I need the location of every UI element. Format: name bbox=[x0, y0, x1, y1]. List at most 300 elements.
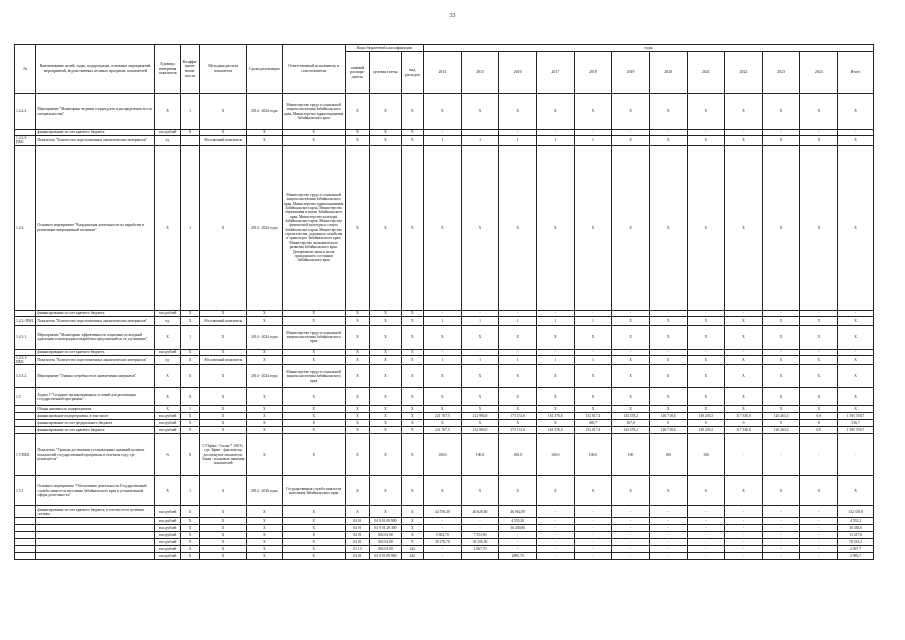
row-value-2022: - bbox=[725, 553, 763, 560]
row-value-2020: 146 718,6 bbox=[649, 413, 687, 420]
row-code-main: 04 01 bbox=[345, 539, 369, 546]
row-method: Абсолютный показатель bbox=[200, 316, 247, 325]
row-value-2018: X bbox=[574, 325, 612, 349]
row-value-2014: 39 276,70 bbox=[424, 539, 462, 546]
header-year: 2018 bbox=[574, 52, 612, 94]
row-value-2019: X bbox=[612, 136, 650, 146]
table-row bbox=[15, 388, 874, 406]
table-row bbox=[15, 355, 874, 365]
row-value-2022: - bbox=[725, 349, 763, 355]
header-code-expense: вид расходов bbox=[401, 52, 423, 94]
row-method: X bbox=[200, 525, 247, 532]
header-name: Наименование целей, задач, подпрограмм, основных мероприятий, мероприятий, ведомственных целевых программ, показателей bbox=[36, 45, 155, 94]
row-value-2018: X bbox=[574, 365, 612, 388]
row-coef: X bbox=[180, 310, 199, 316]
row-unit: тыс.рублей bbox=[155, 546, 180, 553]
row-value-2023: X bbox=[762, 325, 800, 349]
row-value-2015: 1 bbox=[461, 355, 499, 365]
row-code-target: X bbox=[370, 506, 402, 518]
row-code-target: 04 9 01 09 900 bbox=[370, 518, 402, 525]
row-responsible: Министерство труда и социальной защиты населения Забайкальского края bbox=[282, 325, 345, 349]
row-value-2020: - bbox=[649, 525, 687, 532]
row-name bbox=[36, 525, 155, 532]
row-value-2024: X bbox=[800, 355, 838, 365]
row-value-2015: X bbox=[461, 388, 499, 406]
row-code-main: X bbox=[345, 413, 369, 420]
row-code-main: X bbox=[345, 388, 369, 406]
row-value-2015: 212 994,9 bbox=[461, 427, 499, 434]
row-value-2016: X bbox=[499, 388, 537, 406]
row-name: Показатель "Уровень достижения установленных значений целевых показателей государственной программы в отчетном году, где реализуется" bbox=[36, 434, 155, 476]
row-value-2017: - bbox=[536, 553, 574, 560]
row-code-target: X bbox=[370, 476, 402, 506]
row-value-2017: - bbox=[536, 532, 574, 539]
row-num bbox=[15, 427, 36, 434]
table-row bbox=[15, 420, 874, 427]
row-value-2018: 1 bbox=[574, 355, 612, 365]
row-value-2015: - bbox=[461, 130, 499, 136]
row-terms: X bbox=[247, 525, 283, 532]
row-value-2024: X bbox=[800, 388, 838, 406]
row-method: X bbox=[200, 476, 247, 506]
row-value-2020: - bbox=[649, 310, 687, 316]
row-num: 1.5.1 bbox=[15, 476, 36, 506]
row-value-2023: - bbox=[762, 506, 800, 518]
row-coef: 1 bbox=[180, 145, 199, 310]
row-value-2014: X bbox=[424, 145, 462, 310]
row-code-target: 092 03 00 bbox=[370, 546, 402, 553]
row-value-2024: 0,0 bbox=[800, 413, 838, 420]
row-code-expense: X bbox=[401, 130, 423, 136]
row-code-target: X bbox=[370, 316, 402, 325]
row-num bbox=[15, 553, 36, 560]
row-value-2023: - bbox=[762, 349, 800, 355]
row-value-2020: 146 718,6 bbox=[649, 427, 687, 434]
row-value-2024: - bbox=[800, 310, 838, 316]
row-value-2024: X bbox=[800, 476, 838, 506]
row-responsible: X bbox=[282, 130, 345, 136]
row-value-2021: X bbox=[687, 355, 725, 365]
row-coef: X bbox=[180, 420, 199, 427]
row-value-2018: - bbox=[574, 546, 612, 553]
row-value-2019: - bbox=[612, 525, 650, 532]
row-unit: X bbox=[155, 476, 180, 506]
row-value-2014: 5 863,70 bbox=[424, 532, 462, 539]
row-value-2014: - bbox=[424, 518, 462, 525]
row-code-target: 002 04 00 bbox=[370, 532, 402, 539]
row-terms: X bbox=[247, 553, 283, 560]
row-value-total: 132 339,0 bbox=[838, 506, 874, 518]
row-value-2019: X bbox=[612, 94, 650, 130]
row-value-2014: 1 bbox=[424, 136, 462, 146]
row-value-2023: - bbox=[762, 532, 800, 539]
row-code-target: X bbox=[370, 413, 402, 420]
row-value-2019: X bbox=[612, 316, 650, 325]
header-unit: Единица измерения показателя bbox=[155, 45, 180, 94]
row-coef: X bbox=[180, 427, 199, 434]
row-name: Мероприятие "Мониторинг ведения соцпродукта и распределения его по специальностям" bbox=[36, 94, 155, 130]
row-coef: 1 bbox=[180, 476, 199, 506]
row-value-2023: 120 263,3 bbox=[762, 427, 800, 434]
row-name: Показатель "Количество подготовленных аналитических материалов" bbox=[36, 316, 155, 325]
row-code-target: X bbox=[370, 94, 402, 130]
row-num: 1.4.3.2. bbox=[15, 365, 36, 388]
row-value-2020: - bbox=[649, 546, 687, 553]
row-name: Мероприятие "Мониторинг эффективности социально-культурной адаптации и интеграции и выработка предложений по ее улучшению" bbox=[36, 325, 155, 349]
row-value-2015: X bbox=[461, 420, 499, 427]
row-value-2016: X bbox=[499, 476, 537, 506]
row-responsible: X bbox=[282, 506, 345, 518]
row-value-2021: - bbox=[687, 539, 725, 546]
row-terms: X bbox=[247, 434, 283, 476]
row-value-2017: 100,0 bbox=[536, 434, 574, 476]
row-value-2020: - bbox=[649, 506, 687, 518]
table-row bbox=[15, 518, 874, 525]
header-year: 2022 bbox=[725, 52, 763, 94]
row-value-2023: X bbox=[762, 136, 800, 146]
row-code-target: X bbox=[370, 355, 402, 365]
row-coef: X bbox=[180, 546, 199, 553]
row-code-main: X bbox=[345, 310, 369, 316]
row-code-main: X bbox=[345, 355, 369, 365]
row-terms: X bbox=[247, 310, 283, 316]
row-value-2024: - bbox=[800, 506, 838, 518]
header-year: 2021 bbox=[687, 52, 725, 94]
row-code-expense: X bbox=[401, 365, 423, 388]
row-value-2018: X bbox=[574, 476, 612, 506]
header-year: 2020 bbox=[649, 52, 687, 94]
row-value-2016: - bbox=[499, 546, 537, 553]
row-value-2019: - bbox=[612, 506, 650, 518]
row-value-2018: 152 017,4 bbox=[574, 427, 612, 434]
row-value-2024: X bbox=[800, 365, 838, 388]
row-code-main: 04 01 bbox=[345, 532, 369, 539]
row-value-2018: X bbox=[574, 406, 612, 413]
row-value-2024: - bbox=[800, 518, 838, 525]
row-value-2015: - bbox=[461, 349, 499, 355]
table-row bbox=[15, 406, 874, 413]
row-code-main: 01 13 bbox=[345, 546, 369, 553]
row-coef: X bbox=[180, 553, 199, 560]
row-name bbox=[36, 539, 155, 546]
table-row bbox=[15, 539, 874, 546]
row-code-main: 04 01 bbox=[345, 518, 369, 525]
row-value-2018: - bbox=[574, 553, 612, 560]
row-value-2021: - bbox=[687, 349, 725, 355]
row-method: X bbox=[200, 349, 247, 355]
row-value-2018: - bbox=[574, 506, 612, 518]
row-value-2019: X bbox=[612, 325, 650, 349]
table-row bbox=[15, 476, 874, 506]
row-value-2019: - bbox=[612, 310, 650, 316]
row-method: X bbox=[200, 325, 247, 349]
row-value-2017: - bbox=[536, 518, 574, 525]
row-code-main: X bbox=[345, 325, 369, 349]
row-responsible: X bbox=[282, 553, 345, 560]
row-name: финансирование подпрограммы, в том числе: bbox=[36, 413, 155, 420]
row-value-2014: - bbox=[424, 546, 462, 553]
row-value-total: X bbox=[838, 355, 874, 365]
row-value-2017: 161 376,6 bbox=[536, 413, 574, 420]
row-value-2019: 100 bbox=[612, 434, 650, 476]
row-value-2020: - bbox=[649, 349, 687, 355]
row-value-2021: 149 203,5 bbox=[687, 413, 725, 420]
row-num: 1.4.2.3. bbox=[15, 94, 36, 130]
row-code-expense: X bbox=[401, 349, 423, 355]
row-value-2022: X bbox=[725, 145, 763, 310]
row-value-2016: 100,0 bbox=[499, 434, 537, 476]
row-value-2020: - bbox=[649, 130, 687, 136]
row-code-main: X bbox=[345, 145, 369, 310]
row-method: СУЗфакт / Сплан * 100 %, где: Зфакт - фактически достигнутые показатели; Зплан - плановые значения показателей bbox=[200, 434, 247, 476]
row-num bbox=[15, 525, 36, 532]
row-value-2014: - bbox=[424, 525, 462, 532]
row-responsible: X bbox=[282, 427, 345, 434]
row-value-2023: X bbox=[762, 406, 800, 413]
row-code-main: X bbox=[345, 316, 369, 325]
row-value-2015: - bbox=[461, 518, 499, 525]
row-code-target: 04 9 01 09 900 bbox=[370, 553, 402, 560]
row-value-2016: X bbox=[499, 420, 537, 427]
row-value-2014: - bbox=[424, 553, 462, 560]
row-value-2014: X bbox=[424, 388, 462, 406]
row-value-2017: X bbox=[536, 406, 574, 413]
row-code-expense: X bbox=[401, 316, 423, 325]
row-value-2017: - bbox=[536, 546, 574, 553]
row-responsible: X bbox=[282, 518, 345, 525]
row-value-2018: 1 bbox=[574, 316, 612, 325]
row-unit: тыс.рублей bbox=[155, 349, 180, 355]
row-value-2017: X bbox=[536, 388, 574, 406]
row-value-2022: - bbox=[725, 506, 763, 518]
row-terms: X bbox=[247, 518, 283, 525]
row-terms: X bbox=[247, 349, 283, 355]
row-value-2018: 152 017,4 bbox=[574, 413, 612, 420]
row-value-2021: - bbox=[687, 310, 725, 316]
row-value-2020: X bbox=[649, 355, 687, 365]
row-value-2021: X bbox=[687, 316, 725, 325]
row-value-2017: X bbox=[536, 365, 574, 388]
table-row bbox=[15, 325, 874, 349]
row-code-main: X bbox=[345, 130, 369, 136]
row-value-2023: 120 263,3 bbox=[762, 413, 800, 420]
row-responsible: X bbox=[282, 355, 345, 365]
row-value-2015: 40 620,60 bbox=[461, 506, 499, 518]
row-value-2021: X bbox=[687, 365, 725, 388]
row-method: Абсолютный показатель bbox=[200, 136, 247, 146]
row-value-2021: X bbox=[687, 406, 725, 413]
row-method: X bbox=[200, 130, 247, 136]
row-value-2022: X bbox=[725, 365, 763, 388]
row-terms: X bbox=[247, 420, 283, 427]
row-value-2023: X bbox=[762, 316, 800, 325]
row-value-2014: 221 767,5 bbox=[424, 413, 462, 420]
row-num bbox=[15, 546, 36, 553]
row-value-2021: - bbox=[687, 130, 725, 136]
row-terms: 2014 - 2024 годы bbox=[247, 325, 283, 349]
row-value-2018: - bbox=[574, 518, 612, 525]
row-value-2019: 143 378,2 bbox=[612, 413, 650, 420]
row-code-target: X bbox=[370, 427, 402, 434]
row-value-total: 2 985,7 bbox=[838, 553, 874, 560]
row-terms: X bbox=[247, 355, 283, 365]
row-value-2014: 1 bbox=[424, 316, 462, 325]
row-value-total: 536,7 bbox=[838, 420, 874, 427]
row-value-2015: X bbox=[461, 476, 499, 506]
row-value-total: 1 595 550,7 bbox=[838, 413, 874, 420]
row-value-2021: - bbox=[687, 518, 725, 525]
row-value-2016: X bbox=[499, 145, 537, 310]
row-responsible: Министерство труда и социальной защиты населения Забайкальского края, Министерство здравоохранения Забайкальского края, Министерство образования и науки Забайкальского края, Министерство культуры Забайкальского края, Министерство физической культуры и спорта Забайкальского края, Министерство строительства, дорожного хозяйства и транспорта Забайкальского края, Министерство экономического развития Забайкальского края, Департамент записи актов гражданского состояния Забайкальского края bbox=[282, 145, 345, 310]
row-code-main: X bbox=[345, 506, 369, 518]
row-unit: тыс.рублей bbox=[155, 506, 180, 518]
row-value-total: 2 067,7 bbox=[838, 546, 874, 553]
row-coef: 1 bbox=[180, 94, 199, 130]
row-responsible: X bbox=[282, 316, 345, 325]
row-unit: X bbox=[155, 388, 180, 406]
row-value-2014: X bbox=[424, 94, 462, 130]
row-num: 1.5-ПМ1 bbox=[15, 434, 36, 476]
table-row bbox=[15, 546, 874, 553]
row-value-2022: 117 330,0 bbox=[725, 413, 763, 420]
row-coef: 1 bbox=[180, 325, 199, 349]
row-coef bbox=[180, 136, 199, 146]
row-code-expense: X bbox=[401, 434, 423, 476]
table-row bbox=[15, 365, 874, 388]
row-num bbox=[15, 413, 36, 420]
row-num: 1.5 bbox=[15, 388, 36, 406]
row-terms: 2014 - 2024 годы bbox=[247, 365, 283, 388]
row-value-2017: - bbox=[536, 310, 574, 316]
row-responsible: X bbox=[282, 434, 345, 476]
row-unit: тыс.рублей bbox=[155, 420, 180, 427]
row-responsible: X bbox=[282, 532, 345, 539]
row-terms: X bbox=[247, 406, 283, 413]
row-name: Основное мероприятие "Обеспечение деятельности Государственной службы занятости населения Забайкальского края и установленной сферы деятельности" bbox=[36, 476, 155, 506]
row-num bbox=[15, 539, 36, 546]
row-value-2024: - bbox=[800, 525, 838, 532]
row-code-main: X bbox=[345, 349, 369, 355]
row-value-2014: 221 767,5 bbox=[424, 427, 462, 434]
row-value-total: X bbox=[838, 325, 874, 349]
row-code-expense: X bbox=[401, 145, 423, 310]
row-value-2017: X bbox=[536, 94, 574, 130]
row-unit: тыс.рублей bbox=[155, 539, 180, 546]
row-unit: ед. bbox=[155, 316, 180, 325]
row-name bbox=[36, 546, 155, 553]
row-coef: X bbox=[180, 518, 199, 525]
row-num bbox=[15, 506, 36, 518]
header-year: 2016 bbox=[499, 52, 537, 94]
row-responsible: X bbox=[282, 310, 345, 316]
row-code-main: X bbox=[345, 365, 369, 388]
row-value-2019: - bbox=[612, 532, 650, 539]
row-value-2019: 167,0 bbox=[612, 420, 650, 427]
row-code-target: X bbox=[370, 349, 402, 355]
row-value-2022: X bbox=[725, 476, 763, 506]
row-coef: 1 bbox=[180, 406, 199, 413]
row-value-total: X bbox=[838, 365, 874, 388]
row-value-2018: X bbox=[574, 145, 612, 310]
row-code-target: X bbox=[370, 325, 402, 349]
row-value-2023: - bbox=[762, 434, 800, 476]
row-value-2020: X bbox=[649, 145, 687, 310]
row-value-2016: - bbox=[499, 310, 537, 316]
row-value-2022: X bbox=[725, 316, 763, 325]
row-code-expense: X bbox=[401, 420, 423, 427]
row-code-expense: X bbox=[401, 136, 423, 146]
row-value-2015: 7 553,90 bbox=[461, 532, 499, 539]
table-row bbox=[15, 316, 874, 325]
row-value-2024: 0 bbox=[800, 420, 838, 427]
row-terms: X bbox=[247, 130, 283, 136]
row-value-2015: - bbox=[461, 310, 499, 316]
row-name: финансирование за счет краевого бюджета, в том числе по целевым статьям: bbox=[36, 506, 155, 518]
row-coef: X bbox=[180, 506, 199, 518]
row-code-expense: X bbox=[401, 532, 423, 539]
header-total: Итого bbox=[838, 52, 874, 94]
row-value-2017: - bbox=[536, 539, 574, 546]
row-value-2022: - bbox=[725, 130, 763, 136]
row-name: Задача 5 "Создание организационных условий для реализации государственной программы" bbox=[36, 388, 155, 406]
row-unit: тыс.рублей bbox=[155, 130, 180, 136]
row-terms: X bbox=[247, 413, 283, 420]
row-value-2019: - bbox=[612, 130, 650, 136]
row-value-total: X bbox=[838, 406, 874, 413]
row-method: X bbox=[200, 413, 247, 420]
row-value-2017: 161 376,6 bbox=[536, 427, 574, 434]
row-coef: X bbox=[180, 316, 199, 325]
row-value-2018: - bbox=[574, 130, 612, 136]
row-unit: X bbox=[155, 365, 180, 388]
row-num bbox=[15, 406, 36, 413]
row-value-2014: 1 bbox=[424, 355, 462, 365]
row-value-2023: X bbox=[762, 388, 800, 406]
row-value-2022: X bbox=[725, 94, 763, 130]
header-year: 2015 bbox=[461, 52, 499, 94]
row-coef: X bbox=[180, 532, 199, 539]
row-name bbox=[36, 532, 155, 539]
row-value-2024: - bbox=[800, 349, 838, 355]
header-responsible: Ответственный исполнитель и соисполнители bbox=[282, 45, 345, 94]
row-method: X bbox=[200, 553, 247, 560]
row-num: 1.4.2.3-ПМ1 bbox=[15, 136, 36, 146]
header-method: Методика расчета показателя bbox=[200, 45, 247, 94]
row-value-2016: 1 bbox=[499, 316, 537, 325]
row-name: финансирование за счет краевого бюджета bbox=[36, 427, 155, 434]
row-responsible: X bbox=[282, 136, 345, 146]
row-value-2020: X bbox=[649, 136, 687, 146]
row-value-2015: X bbox=[461, 94, 499, 130]
row-code-expense: X bbox=[401, 325, 423, 349]
row-value-2017: - bbox=[536, 525, 574, 532]
header-year: 2024 bbox=[800, 52, 838, 94]
row-value-2024: X bbox=[800, 316, 838, 325]
row-value-2021: X bbox=[687, 145, 725, 310]
row-value-2020: - bbox=[649, 553, 687, 560]
row-terms: X bbox=[247, 316, 283, 325]
row-value-2018: - bbox=[574, 539, 612, 546]
row-value-2016: X bbox=[499, 94, 537, 130]
row-code-expense: X bbox=[401, 476, 423, 506]
row-value-2024: X bbox=[800, 145, 838, 310]
row-value-2016: 173 131,6 bbox=[499, 427, 537, 434]
row-method: X bbox=[200, 406, 247, 413]
row-value-2022: - bbox=[725, 539, 763, 546]
row-unit: X bbox=[155, 325, 180, 349]
row-name bbox=[36, 553, 155, 560]
row-name bbox=[36, 518, 155, 525]
